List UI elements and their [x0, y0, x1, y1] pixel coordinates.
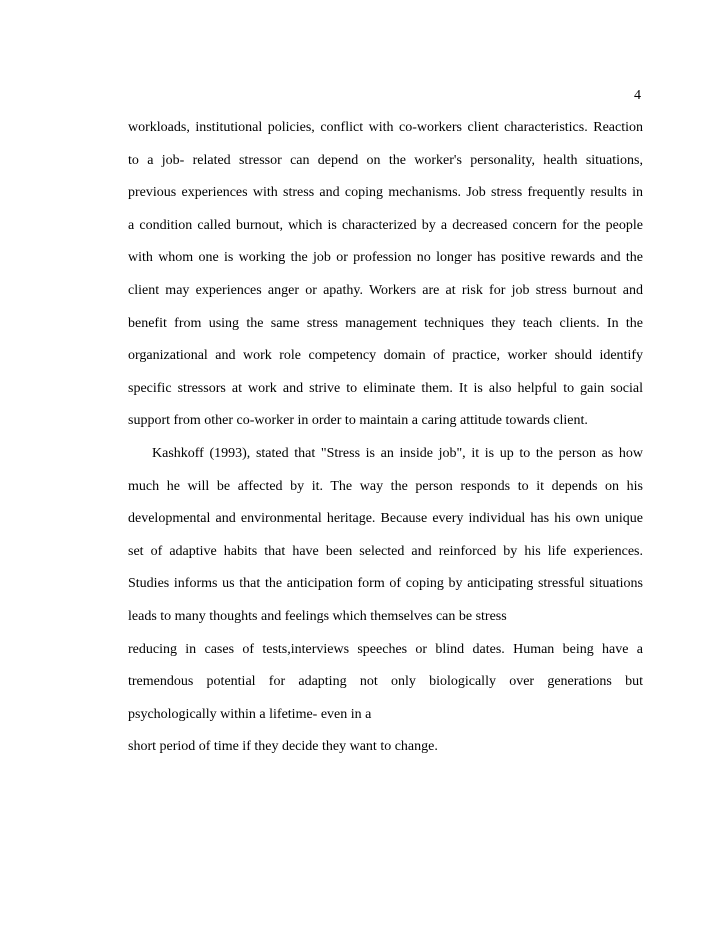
- text-line: workloads, institutional policies, conflict with co-workers client characteristics. Reaction: [128, 120, 643, 135]
- text-line: short period of time if they decide they want to change.: [128, 739, 438, 755]
- text-line: psychologically within a lifetime- even in a: [128, 706, 372, 722]
- text-line: tremendous potential for adapting not only biologically over generations but: [128, 674, 643, 690]
- text-line: set of adaptive habits that have been selected and reinforced by his life experiences.: [128, 543, 643, 559]
- text-line: Kashkoff (1993), stated that "Stress is an inside job", it is up to the person as how: [152, 445, 643, 461]
- body-text: [128, 120, 643, 772]
- text-line: previous experiences with stress and coping mechanisms. Job stress frequently results in: [128, 185, 643, 201]
- text-line: benefit from using the same stress management techniques they teach clients. In the: [128, 315, 643, 331]
- text-line: support from other co-worker in order to maintain a caring attitude towards client.: [128, 413, 588, 429]
- text-line: client may experiences anger or apathy. Workers are at risk for job stress burnout and: [128, 282, 643, 298]
- text-line: a condition called burnout, which is characterized by a decreased concern for the people: [128, 217, 643, 233]
- page-number: 4: [634, 88, 641, 103]
- text-line: organizational and work role competency domain of practice, worker should identify: [128, 348, 643, 364]
- text-line: specific stressors at work and strive to eliminate them. It is also helpful to gain social: [128, 380, 643, 396]
- text-line: reducing in cases of tests,interviews speeches or blind dates. Human being have a: [128, 641, 643, 657]
- text-line: to a job- related stressor can depend on the worker's personality, health situations,: [128, 152, 643, 168]
- text-line: with whom one is working the job or profession no longer has positive rewards and the: [128, 250, 643, 266]
- text-line: much he will be affected by it. The way the person responds to it depends on his: [128, 478, 643, 494]
- text-line: Studies informs us that the anticipation form of coping by anticipating stressful situations: [128, 576, 643, 592]
- text-line: leads to many thoughts and feelings which themselves can be stress: [128, 608, 507, 624]
- text-line: developmental and environmental heritage. Because every individual has his own unique: [128, 511, 643, 527]
